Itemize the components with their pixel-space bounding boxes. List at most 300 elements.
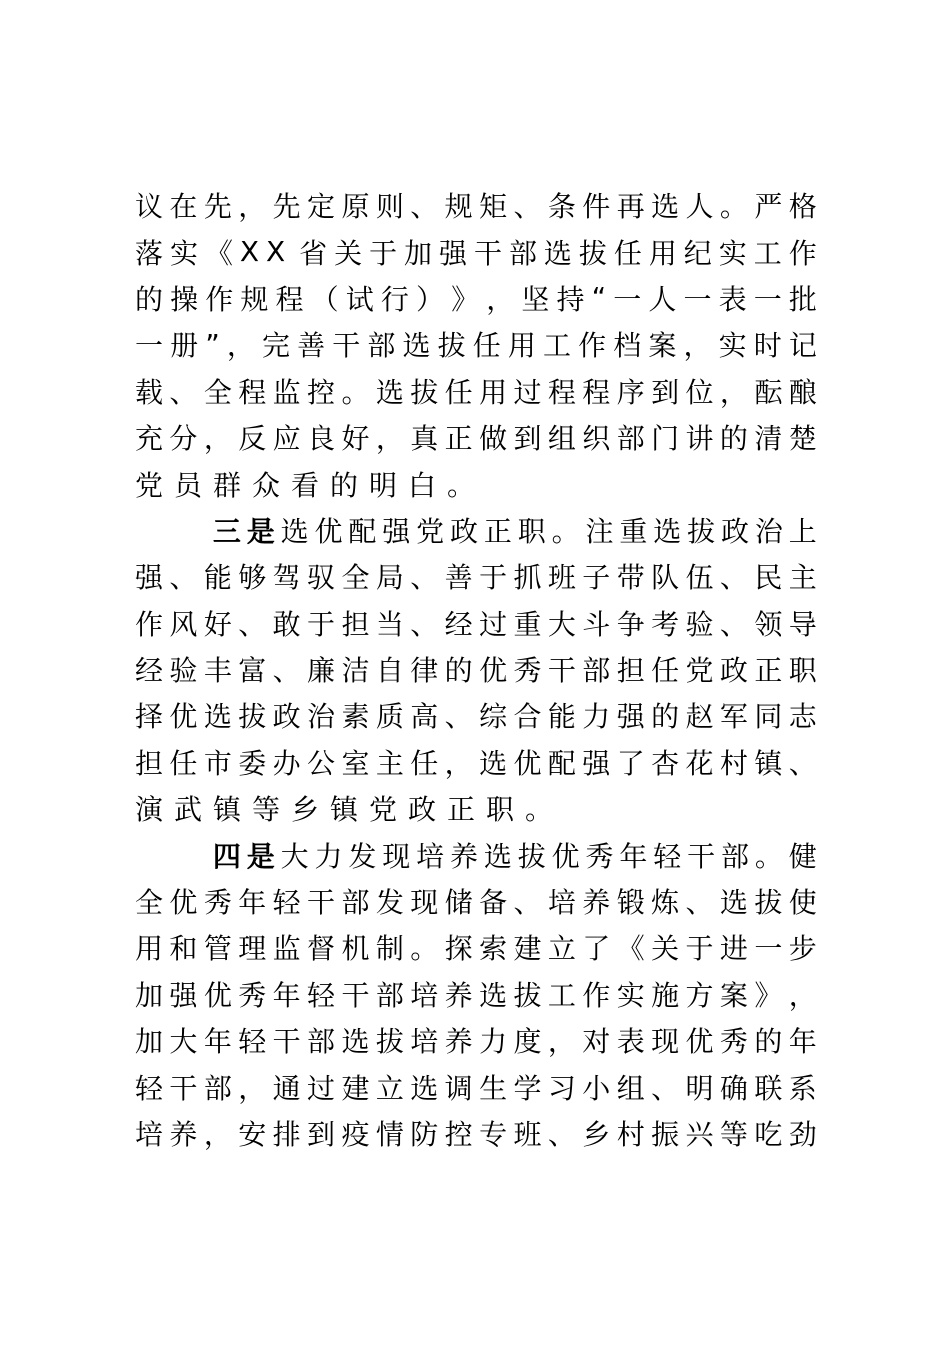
text-glyph: 于 bbox=[307, 607, 336, 641]
text-line bbox=[135, 739, 817, 785]
text-glyph: 一 bbox=[135, 329, 164, 363]
text-glyph: 案 bbox=[648, 329, 677, 363]
text-glyph: 、 bbox=[169, 561, 198, 595]
text-glyph: 验 bbox=[169, 654, 198, 688]
text-glyph: 能 bbox=[203, 561, 232, 595]
text-glyph: 时 bbox=[753, 329, 782, 363]
text-glyph: 操 bbox=[170, 282, 199, 316]
text-glyph: 年 bbox=[788, 1025, 817, 1059]
text-glyph: ， bbox=[547, 1025, 576, 1059]
text-glyph: 年 bbox=[272, 978, 301, 1012]
text-glyph: ， bbox=[203, 422, 232, 456]
text-glyph: 年 bbox=[238, 886, 267, 920]
text-glyph: 职 bbox=[788, 654, 817, 688]
text-glyph: 经 bbox=[135, 654, 164, 688]
text-glyph: 门 bbox=[651, 422, 680, 456]
text-line bbox=[135, 646, 817, 692]
text-glyph: ， bbox=[444, 746, 473, 780]
text-glyph: 工 bbox=[547, 978, 576, 1012]
text-glyph: 委 bbox=[238, 746, 267, 780]
text-glyph: 了 bbox=[582, 932, 611, 966]
text-glyph: 部 bbox=[720, 839, 749, 873]
text-line bbox=[135, 275, 817, 321]
text-glyph: 志 bbox=[788, 700, 817, 734]
text-glyph: 培 bbox=[416, 839, 445, 873]
text-glyph: 强 bbox=[382, 514, 411, 548]
text-glyph: 、 bbox=[513, 190, 542, 224]
text-glyph: 安 bbox=[238, 1118, 267, 1151]
text-glyph: 通 bbox=[272, 1071, 301, 1105]
text-glyph: 强 bbox=[616, 700, 645, 734]
text-glyph: 机 bbox=[341, 932, 370, 966]
text-glyph: 作 bbox=[135, 607, 164, 641]
text-glyph: 做 bbox=[479, 422, 508, 456]
text-glyph: 酿 bbox=[788, 375, 817, 409]
text-line bbox=[135, 1017, 817, 1063]
text-glyph: 批 bbox=[788, 282, 817, 316]
text-glyph: 任 bbox=[651, 654, 680, 688]
text-glyph: 防 bbox=[410, 1118, 439, 1151]
text-glyph: 子 bbox=[582, 561, 611, 595]
text-glyph: 配 bbox=[547, 746, 576, 780]
text-glyph: 拔 bbox=[517, 839, 546, 873]
text-glyph: 年 bbox=[203, 1025, 232, 1059]
text-glyph: 反 bbox=[238, 422, 267, 456]
text-glyph: 关 bbox=[334, 236, 363, 270]
text-line bbox=[135, 600, 817, 646]
text-glyph: 先 bbox=[272, 190, 301, 224]
text-glyph: ， bbox=[238, 1071, 267, 1105]
text-glyph: 驭 bbox=[307, 561, 336, 595]
text-glyph: 序 bbox=[616, 375, 645, 409]
paragraph-1 bbox=[135, 182, 817, 507]
text-glyph: 监 bbox=[272, 375, 301, 409]
text-glyph: 军 bbox=[719, 700, 748, 734]
text-glyph: 分 bbox=[169, 422, 198, 456]
text-glyph: 优 bbox=[513, 746, 542, 780]
text-glyph: 村 bbox=[616, 1118, 645, 1151]
text-glyph: 杏 bbox=[651, 746, 680, 780]
text-glyph: 部 bbox=[203, 1071, 232, 1105]
text-glyph: 部 bbox=[582, 654, 611, 688]
text-glyph: 拔 bbox=[375, 1025, 404, 1059]
text-glyph: ， bbox=[486, 282, 515, 316]
text-glyph: 载 bbox=[135, 375, 164, 409]
text-glyph: 程 bbox=[238, 375, 267, 409]
text-glyph: 储 bbox=[444, 886, 473, 920]
text-glyph: 方 bbox=[685, 978, 714, 1012]
text-glyph: 加 bbox=[404, 236, 433, 270]
text-glyph: 合 bbox=[513, 700, 542, 734]
text-glyph: 够 bbox=[238, 561, 267, 595]
text-glyph: 导 bbox=[788, 607, 817, 641]
text-glyph: 落 bbox=[135, 236, 164, 270]
text-glyph: 织 bbox=[582, 422, 611, 456]
text-glyph: 条 bbox=[547, 190, 576, 224]
text-line: 党员群众看的明白。 bbox=[135, 468, 487, 502]
text-glyph: ， bbox=[683, 329, 712, 363]
text-glyph: 过 bbox=[307, 1071, 336, 1105]
text-glyph: 件 bbox=[582, 190, 611, 224]
text-glyph: 拔 bbox=[410, 375, 439, 409]
text-glyph: 表 bbox=[616, 1025, 645, 1059]
text-glyph: 管 bbox=[203, 932, 232, 966]
text-glyph: 锻 bbox=[616, 886, 645, 920]
text-glyph: 》 bbox=[754, 978, 783, 1012]
text-glyph: 建 bbox=[341, 1071, 370, 1105]
text-glyph: X bbox=[266, 235, 286, 269]
text-glyph: 秀 bbox=[719, 1025, 748, 1059]
text-glyph: 立 bbox=[547, 932, 576, 966]
text-glyph: 建 bbox=[513, 932, 542, 966]
text-glyph: 联 bbox=[754, 1071, 783, 1105]
text-glyph: 斗 bbox=[582, 607, 611, 641]
text-glyph: 干 bbox=[169, 1071, 198, 1105]
text-glyph: 队 bbox=[651, 561, 680, 595]
text-glyph: 班 bbox=[513, 1118, 542, 1151]
text-glyph: 过 bbox=[479, 607, 508, 641]
text-glyph: 任 bbox=[613, 236, 642, 270]
text-glyph: 养 bbox=[582, 886, 611, 920]
text-glyph: 到 bbox=[651, 375, 680, 409]
text-glyph: 部 bbox=[367, 329, 396, 363]
text-glyph: 注 bbox=[585, 514, 614, 548]
text-glyph: 任 bbox=[444, 375, 473, 409]
text-glyph: 选 bbox=[479, 978, 508, 1012]
text-glyph: 原 bbox=[341, 190, 370, 224]
text-glyph: 治 bbox=[754, 514, 783, 548]
text-glyph: 备 bbox=[479, 886, 508, 920]
text-glyph: 《 bbox=[204, 236, 233, 270]
text-glyph: 位 bbox=[685, 375, 714, 409]
text-glyph: 于 bbox=[685, 932, 714, 966]
text-glyph: 花 bbox=[685, 746, 714, 780]
text-glyph: 养 bbox=[444, 1025, 473, 1059]
text-glyph: 行 bbox=[380, 282, 409, 316]
text-glyph: 到 bbox=[307, 1118, 336, 1151]
text-line bbox=[135, 553, 817, 599]
text-glyph: 优 bbox=[551, 839, 580, 873]
text-glyph: 优 bbox=[169, 700, 198, 734]
text-glyph: 强 bbox=[169, 978, 198, 1012]
text-glyph: 、 bbox=[410, 561, 439, 595]
text-glyph: 真 bbox=[410, 422, 439, 456]
text-glyph: 程 bbox=[275, 282, 304, 316]
text-glyph: 、 bbox=[169, 375, 198, 409]
text-glyph: 部 bbox=[307, 1025, 336, 1059]
text-glyph: 程 bbox=[547, 375, 576, 409]
text-glyph: 了 bbox=[616, 746, 645, 780]
text-glyph: 优 bbox=[314, 514, 343, 548]
text-glyph: 强 bbox=[582, 746, 611, 780]
text-glyph: 省 bbox=[299, 236, 328, 270]
text-line bbox=[135, 368, 817, 414]
text-glyph: 大 bbox=[280, 839, 309, 873]
text-glyph: 干 bbox=[473, 236, 502, 270]
text-glyph: ， bbox=[226, 329, 255, 363]
text-glyph: 主 bbox=[375, 746, 404, 780]
text-glyph: 、 bbox=[410, 607, 439, 641]
text-glyph: 强 bbox=[439, 236, 468, 270]
text-glyph: 再 bbox=[616, 190, 645, 224]
text-glyph: 组 bbox=[616, 1071, 645, 1105]
text-line bbox=[135, 228, 817, 274]
lead-glyph: 四 bbox=[212, 839, 241, 873]
text-glyph: 现 bbox=[382, 839, 411, 873]
text-glyph: 生 bbox=[479, 1071, 508, 1105]
text-glyph: 轻 bbox=[307, 978, 336, 1012]
text-glyph: 监 bbox=[272, 932, 301, 966]
text-glyph: 优 bbox=[479, 654, 508, 688]
text-glyph: ” bbox=[205, 327, 220, 361]
text-glyph: 同 bbox=[754, 700, 783, 734]
text-glyph: 发 bbox=[348, 839, 377, 873]
text-glyph: 洁 bbox=[341, 654, 370, 688]
text-glyph: 步 bbox=[788, 932, 817, 966]
text-glyph: 干 bbox=[341, 978, 370, 1012]
text-glyph: （ bbox=[310, 282, 339, 316]
text-glyph: 则 bbox=[375, 190, 404, 224]
text-glyph: 驾 bbox=[272, 561, 301, 595]
text-glyph: 应 bbox=[272, 422, 301, 456]
text-glyph: 村 bbox=[719, 746, 748, 780]
text-glyph: 良 bbox=[307, 422, 336, 456]
text-glyph: 敢 bbox=[272, 607, 301, 641]
text-glyph: 坚 bbox=[521, 282, 550, 316]
paragraph-first-line bbox=[135, 831, 817, 877]
text-glyph: 酝 bbox=[754, 375, 783, 409]
text-glyph: 任 bbox=[410, 746, 439, 780]
text-glyph: 全 bbox=[203, 375, 232, 409]
text-glyph: 主 bbox=[788, 561, 817, 595]
text-glyph: 理 bbox=[238, 932, 267, 966]
text-glyph: 在 bbox=[169, 190, 198, 224]
text-glyph: 自 bbox=[375, 654, 404, 688]
text-glyph: 的 bbox=[754, 1025, 783, 1059]
text-glyph: 拔 bbox=[238, 700, 267, 734]
text-glyph: 上 bbox=[788, 514, 817, 548]
text-glyph: 干 bbox=[687, 839, 716, 873]
text-glyph: 、 bbox=[719, 561, 748, 595]
text-glyph: 作 bbox=[205, 282, 234, 316]
text-glyph: 拔 bbox=[513, 978, 542, 1012]
text-glyph: 。 bbox=[410, 932, 439, 966]
text-glyph: 好 bbox=[203, 607, 232, 641]
text-glyph: ） bbox=[416, 282, 445, 316]
text-glyph: 探 bbox=[444, 932, 473, 966]
text-glyph: 高 bbox=[410, 700, 439, 734]
text-glyph: 轻 bbox=[653, 839, 682, 873]
text-glyph: 、 bbox=[513, 886, 542, 920]
text-glyph: 风 bbox=[169, 607, 198, 641]
lead-glyph: 三 bbox=[212, 514, 241, 548]
text-glyph: 实 bbox=[718, 329, 747, 363]
text-glyph: 健 bbox=[788, 839, 817, 873]
lead-glyph: 是 bbox=[246, 514, 275, 548]
text-line bbox=[135, 971, 817, 1017]
text-glyph: 吃 bbox=[754, 1118, 783, 1151]
text-glyph: 考 bbox=[651, 607, 680, 641]
text-glyph: 任 bbox=[472, 329, 501, 363]
text-glyph: 学 bbox=[513, 1071, 542, 1105]
text-glyph: 力 bbox=[479, 1025, 508, 1059]
text-glyph: 一 bbox=[683, 282, 712, 316]
text-glyph: 加 bbox=[135, 978, 164, 1012]
text-glyph: 干 bbox=[307, 886, 336, 920]
text-glyph: 镇 bbox=[754, 746, 783, 780]
text-glyph: 争 bbox=[616, 607, 645, 641]
text-glyph: 干 bbox=[547, 654, 576, 688]
text-glyph: 兴 bbox=[685, 1118, 714, 1151]
text-glyph: ， bbox=[788, 978, 817, 1012]
text-glyph: 用 bbox=[479, 375, 508, 409]
text-glyph: 干 bbox=[332, 329, 361, 363]
text-glyph: 政 bbox=[719, 654, 748, 688]
text-glyph: 》 bbox=[451, 282, 480, 316]
text-glyph: 确 bbox=[719, 1071, 748, 1105]
text-glyph: 。 bbox=[719, 190, 748, 224]
text-glyph: 调 bbox=[444, 1071, 473, 1105]
text-glyph: 选 bbox=[719, 886, 748, 920]
text-glyph: 疫 bbox=[341, 1118, 370, 1151]
text-glyph: 任 bbox=[169, 746, 198, 780]
text-glyph: 培 bbox=[547, 886, 576, 920]
text-glyph: 素 bbox=[341, 700, 370, 734]
text-glyph: 伍 bbox=[685, 561, 714, 595]
text-glyph: ， bbox=[375, 422, 404, 456]
text-glyph: 系 bbox=[788, 1071, 817, 1105]
text-glyph: 丰 bbox=[203, 654, 232, 688]
text-glyph: 部 bbox=[341, 886, 370, 920]
text-glyph: 用 bbox=[648, 236, 677, 270]
text-glyph: 的 bbox=[444, 654, 473, 688]
text-glyph: 人 bbox=[648, 282, 677, 316]
text-glyph: 等 bbox=[719, 1118, 748, 1151]
text-glyph: 廉 bbox=[307, 654, 336, 688]
text-glyph: 清 bbox=[754, 422, 783, 456]
text-glyph: 选 bbox=[280, 514, 309, 548]
text-glyph: 楚 bbox=[788, 422, 817, 456]
text-glyph: 政 bbox=[272, 700, 301, 734]
text-glyph: 部 bbox=[616, 422, 645, 456]
text-glyph: 好 bbox=[341, 422, 370, 456]
text-glyph: 施 bbox=[651, 978, 680, 1012]
text-glyph: 、 bbox=[272, 654, 301, 688]
text-glyph: 《 bbox=[616, 932, 645, 966]
text-glyph: 养 bbox=[169, 1118, 198, 1151]
text-glyph: 培 bbox=[410, 978, 439, 1012]
text-glyph: 综 bbox=[479, 700, 508, 734]
text-glyph: 培 bbox=[410, 1025, 439, 1059]
text-glyph: 重 bbox=[513, 607, 542, 641]
text-glyph: 大 bbox=[169, 1025, 198, 1059]
text-glyph: 讲 bbox=[685, 422, 714, 456]
text-glyph: 控 bbox=[307, 375, 336, 409]
text-glyph: 关 bbox=[651, 932, 680, 966]
text-glyph: 和 bbox=[169, 932, 198, 966]
text-glyph: 习 bbox=[547, 1071, 576, 1105]
text-glyph: 实 bbox=[718, 236, 747, 270]
text-glyph: 当 bbox=[375, 607, 404, 641]
text-glyph: 秀 bbox=[238, 978, 267, 1012]
text-glyph: 赵 bbox=[685, 700, 714, 734]
text-glyph: 部 bbox=[508, 236, 537, 270]
text-glyph: 实 bbox=[169, 236, 198, 270]
text-glyph: 领 bbox=[754, 607, 783, 641]
text-glyph: 炼 bbox=[651, 886, 680, 920]
text-glyph: 秀 bbox=[203, 886, 232, 920]
text-glyph: 优 bbox=[203, 978, 232, 1012]
text-glyph: 轻 bbox=[272, 886, 301, 920]
text-glyph: 明 bbox=[685, 1071, 714, 1105]
text-glyph: 严 bbox=[754, 190, 783, 224]
text-glyph: 拔 bbox=[578, 236, 607, 270]
text-glyph: 政 bbox=[449, 514, 478, 548]
text-glyph: 选 bbox=[653, 514, 682, 548]
text-glyph: 担 bbox=[616, 654, 645, 688]
text-line bbox=[135, 878, 817, 924]
text-glyph: 政 bbox=[720, 514, 749, 548]
text-glyph: 的 bbox=[135, 282, 164, 316]
text-glyph: 作 bbox=[578, 329, 607, 363]
text-glyph: 部 bbox=[375, 978, 404, 1012]
text-glyph: 控 bbox=[444, 1118, 473, 1151]
text-glyph: 秀 bbox=[585, 839, 614, 873]
text-glyph: 充 bbox=[135, 422, 164, 456]
text-glyph: 规 bbox=[240, 282, 269, 316]
text-glyph: 进 bbox=[719, 932, 748, 966]
text-glyph: 用 bbox=[507, 329, 536, 363]
text-glyph: 实 bbox=[616, 978, 645, 1012]
text-line bbox=[135, 182, 817, 228]
text-glyph: 人 bbox=[685, 190, 714, 224]
text-glyph: 择 bbox=[135, 700, 164, 734]
text-glyph: 、 bbox=[238, 607, 267, 641]
text-glyph: 民 bbox=[754, 561, 783, 595]
text-glyph: 优 bbox=[169, 886, 198, 920]
text-glyph: 记 bbox=[788, 329, 817, 363]
text-glyph: 善 bbox=[444, 561, 473, 595]
text-glyph: 的 bbox=[719, 422, 748, 456]
text-glyph: 先 bbox=[203, 190, 232, 224]
text-glyph: 制 bbox=[375, 932, 404, 966]
text-glyph: 能 bbox=[547, 700, 576, 734]
text-glyph: 培 bbox=[135, 1118, 164, 1151]
text-line bbox=[135, 692, 817, 738]
text-glyph: 选 bbox=[410, 1071, 439, 1105]
text-glyph: 党 bbox=[685, 654, 714, 688]
text-glyph: 质 bbox=[375, 700, 404, 734]
text-glyph: 局 bbox=[375, 561, 404, 595]
text-glyph: 档 bbox=[613, 329, 642, 363]
text-glyph: X bbox=[239, 235, 260, 269]
text-glyph: 室 bbox=[341, 746, 370, 780]
text-glyph: 拔 bbox=[754, 886, 783, 920]
text-glyph: 正 bbox=[444, 422, 473, 456]
text-glyph: 重 bbox=[619, 514, 648, 548]
text-glyph: 拔 bbox=[437, 329, 466, 363]
text-glyph: 表 bbox=[718, 282, 747, 316]
text-glyph: 养 bbox=[444, 978, 473, 1012]
text-glyph: 定 bbox=[307, 190, 336, 224]
text-glyph: 全 bbox=[135, 886, 164, 920]
text-glyph: 到 bbox=[513, 422, 542, 456]
text-glyph: 发 bbox=[375, 886, 404, 920]
text-glyph: 经 bbox=[444, 607, 473, 641]
text-glyph: 案 bbox=[719, 978, 748, 1012]
text-glyph: 选 bbox=[375, 375, 404, 409]
text-glyph: 督 bbox=[307, 932, 336, 966]
